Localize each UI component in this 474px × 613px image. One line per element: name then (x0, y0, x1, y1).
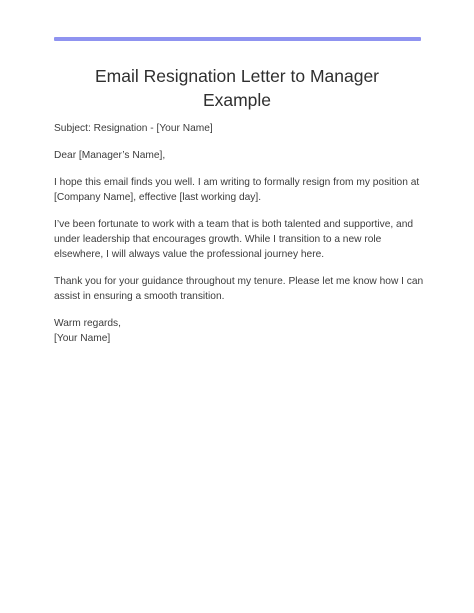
subject-line: Subject: Resignation - [Your Name] (54, 123, 213, 134)
sign-off (54, 316, 426, 346)
signature: [Your Name] (54, 333, 111, 344)
title-line-1: Email Resignation Letter to Manager (94, 66, 380, 86)
page-title (40, 64, 434, 112)
title-line-2: Example (202, 90, 272, 110)
salutation: Dear [Manager’s Name], (54, 150, 166, 161)
paragraph-3-line-2: assist in ensuring a smooth transition. (54, 291, 225, 302)
paragraph-1 (54, 175, 426, 205)
paragraph-3-line-1: Thank you for your guidance throughout my tenure. Please let me know how I can (54, 276, 424, 287)
paragraph-1-line-2: [Company Name], effective [last working day]. (54, 192, 262, 203)
paragraph-3 (54, 274, 426, 304)
letter-body (54, 121, 426, 358)
closing: Warm regards, (54, 318, 121, 329)
paragraph-2-line-3: elsewhere, I will always value the professional journey here. (54, 249, 325, 260)
header-accent-rule (54, 37, 421, 41)
paragraph-2 (54, 217, 426, 262)
paragraph-1-line-1: I hope this email finds you well. I am writing to formally resign from my position at (54, 177, 420, 188)
paragraph-2-line-2: under leadership that encourages growth. While I transition to a new role (54, 234, 382, 245)
paragraph-2-line-1: I’ve been fortunate to work with a team that is both talented and supportive, and (54, 219, 414, 230)
